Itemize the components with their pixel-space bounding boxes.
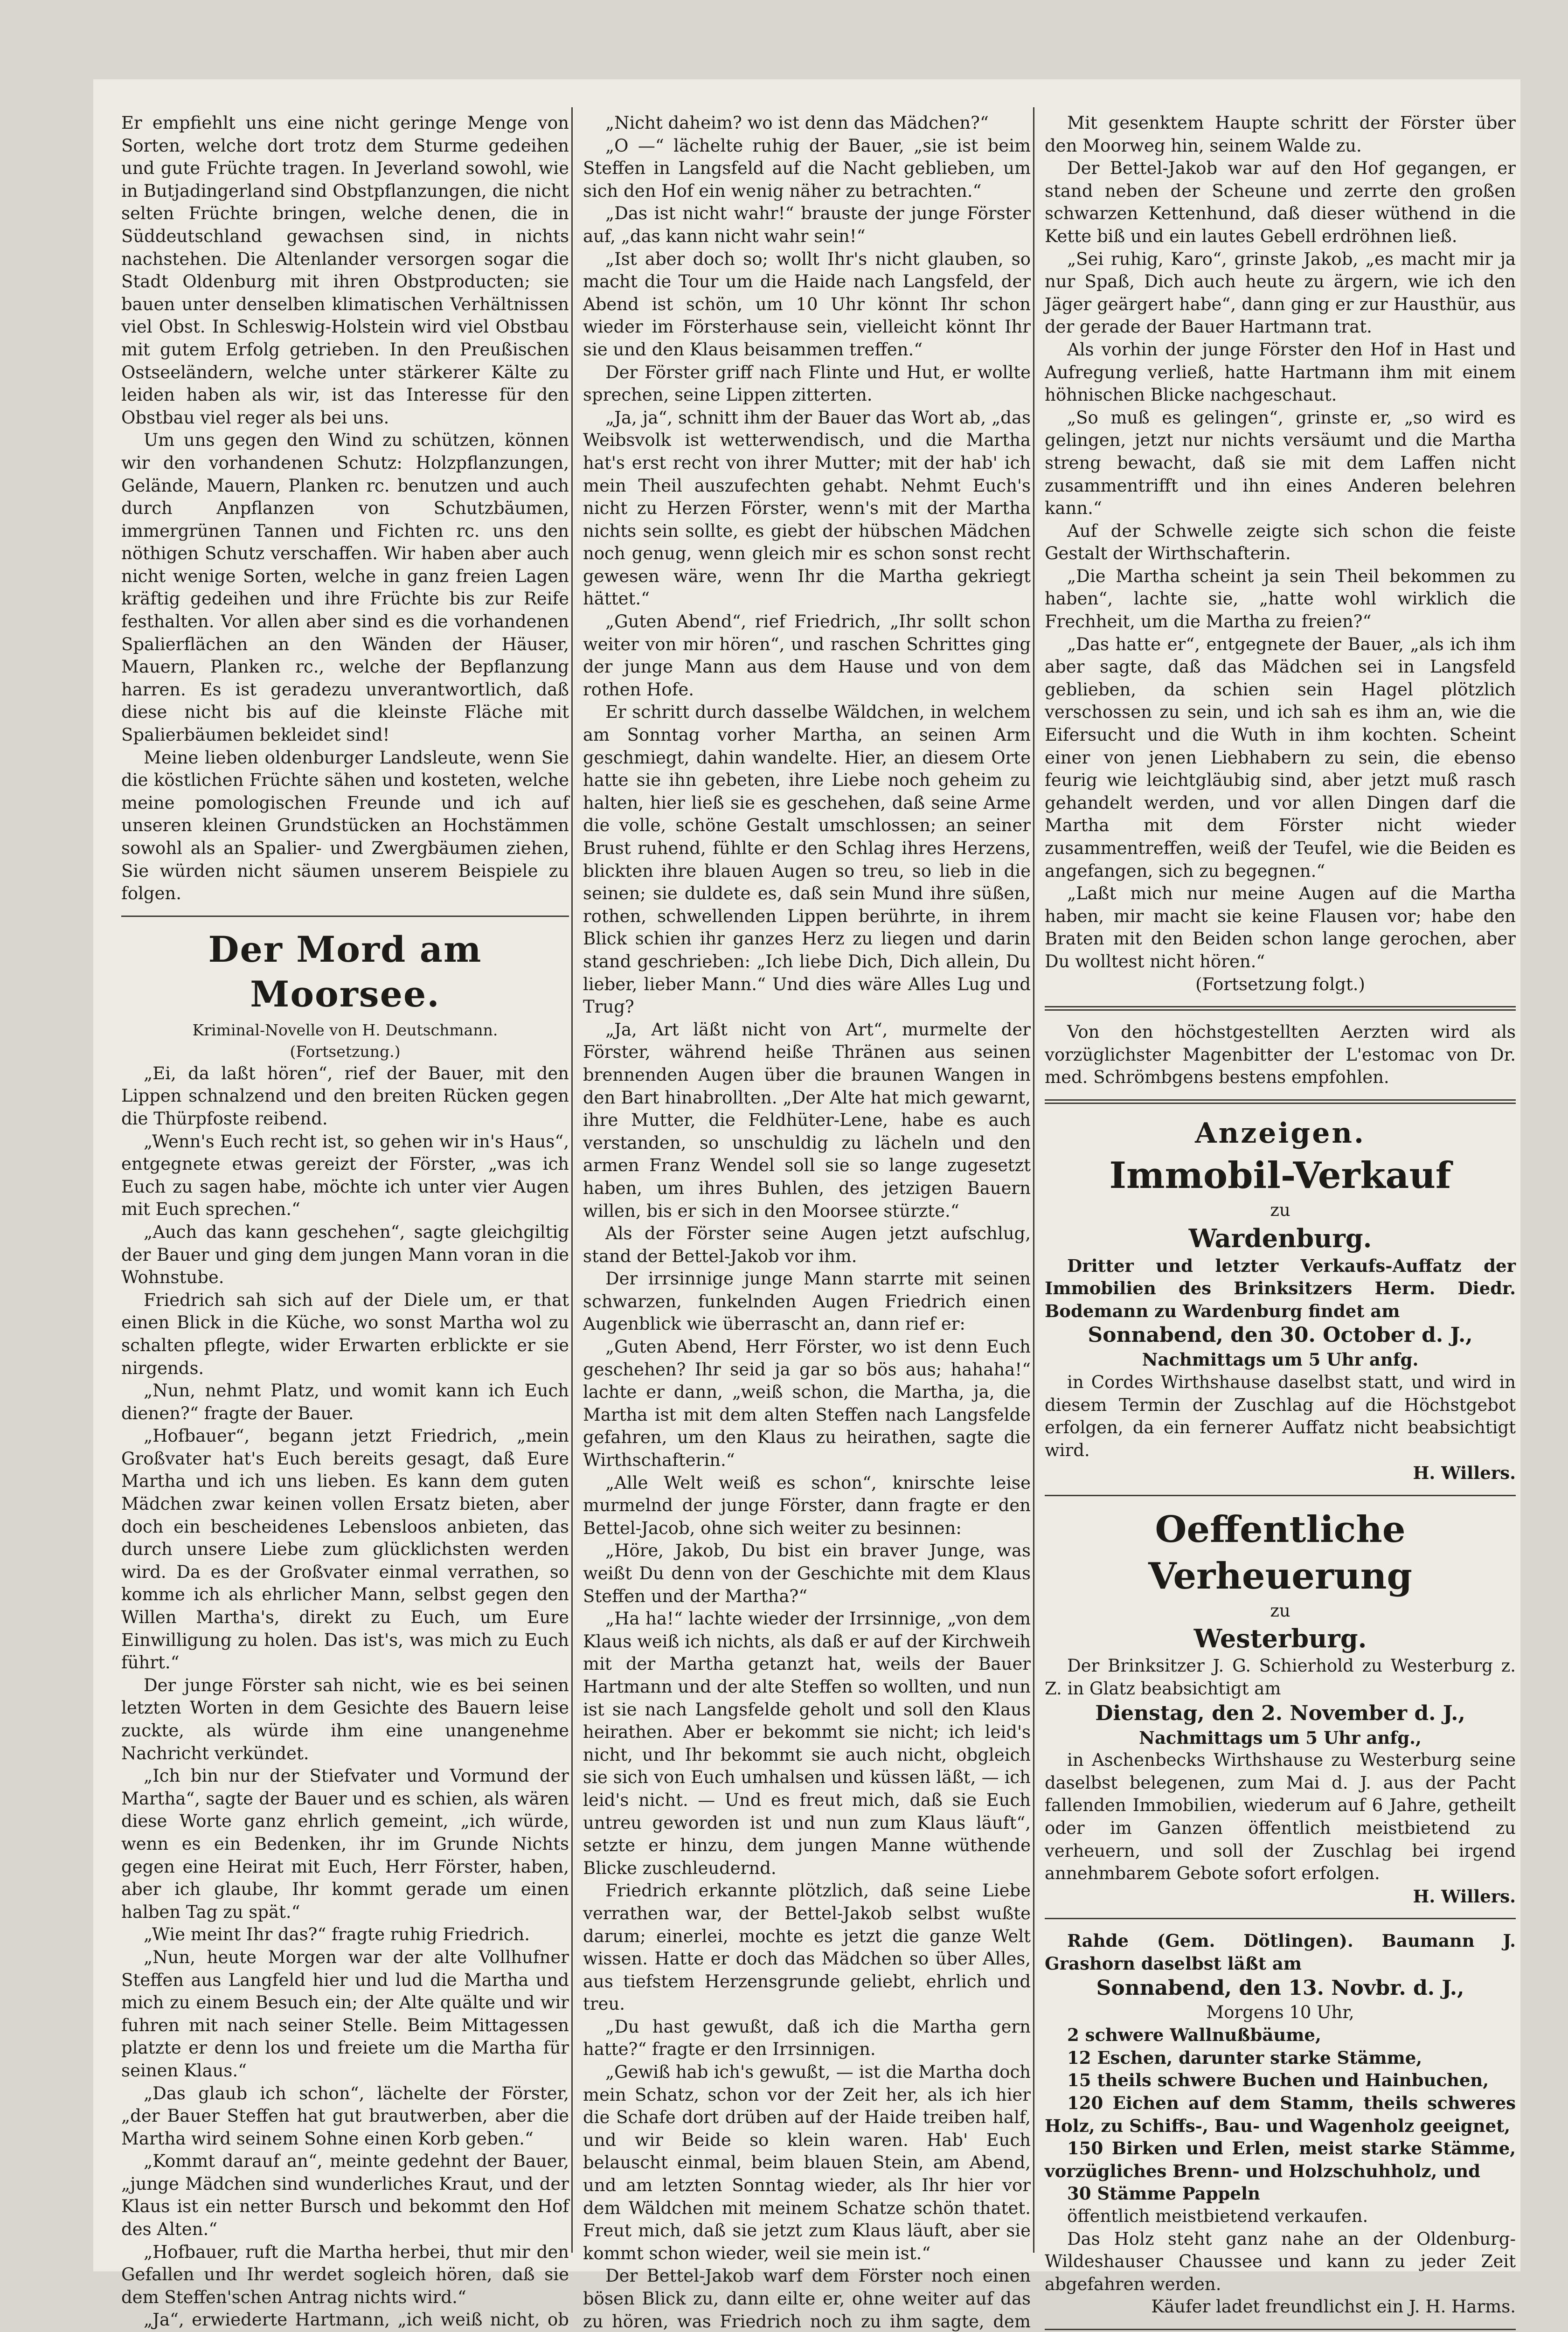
ads-heading: Anzeigen. xyxy=(1195,1117,1366,1150)
novel-paragraph: „Das ist nicht wahr!“ brauste der junge Förster auf, „das kann nicht wahr sein!“ xyxy=(583,203,1031,246)
ad-list-item: 12 Eschen, darunter starke Stämme, xyxy=(1067,2047,1422,2068)
novel-paragraph: „Hofbauer“, begann jetzt Friedrich, „mein Großvater hat's Euch bereits gesagt, daß Eure Martha und ich uns lieben. Es kann dem guten Mädchen zwar keinen vollen Ersatz bieten, aber doch ein bescheidenes Lebensloos anbieten, das durch unsere Liebe zum glücklichsten werden wird. Da es der Großvater einmal verrathen, so komme ich als ehrlicher Mann, selbst gegen den Willen Martha's, direkt zu Euch, um Eure Einwilligung zu holen. Das ist's, was mich zu Euch führt.“ xyxy=(121,1426,569,1673)
novel-paragraph: „Alle Welt weiß es schon“, knirschte leise murmelnd der junge Förster, dann fragte er den Bettel-Jacob, ohne sich weiter zu besinnen: xyxy=(583,1472,1031,1538)
ad-immobil-verkauf xyxy=(1045,1152,1516,1485)
ad-list-item: 30 Stämme Pappeln xyxy=(1067,2183,1260,2204)
novel-paragraph: Friedrich erkannte plötzlich, daß seine Liebe verrathen war, der Bettel-Jakob selbst wußte darum; einerlei, mochte es jetzt die ganze Welt wissen. Hatte er doch das Mädchen so über Alles, aus tiefstem Herzensgrunde geliebt, ehrlich und treu. xyxy=(583,1881,1031,2014)
orchard-paragraph: Um uns gegen den Wind zu schützen, können wir den vorhandenen Schutz: Holzpflanzungen, Gelände, Mauern, Planken rc. benutzen und auch durch Anpflanzen von Schutzbäumen, immergrünen Tannen und Fichten rc. uns den nöthigen Schutz verschaffen. Wir haben aber auch nicht wenige Sorten, welche in ganz freien Lagen kräftig gedeihen und ihre Früchte bis zur Reife festhalten. Vor allen aber sind es die vorhandenen Spalierflächen an den Wänden der Häuser, Mauern, Planken rc., welche der Bepflanzung harren. Es ist geradezu unverantwortlich, daß diese nicht bis auf die kleinste Fläche mit Spalierbäumen bekleidet sind! xyxy=(121,430,569,745)
novel-title: Der Mord am Moorsee. xyxy=(208,928,482,1015)
novel-paragraph: „Die Martha scheint ja sein Theil bekommen zu haben“, lachte sie, „hatte wohl wirklich die Frechheit, um die Martha zu freien?“ xyxy=(1045,566,1516,632)
ad-list-item: 2 schwere Wallnußbäume, xyxy=(1067,2025,1321,2046)
ad-time: Morgens 10 Uhr, xyxy=(1206,2002,1354,2022)
novel-paragraph: „Hofbauer, ruft die Martha herbei, thut mir den Gefallen und Ihr werdet sogleich hören, daß sie dem Steffen'schen Antrag nichts wird.“ xyxy=(121,2242,569,2307)
novel-paragraph: „Wenn's Euch recht ist, so gehen wir in's Haus“, entgegnete etwas gereizt der Förster, „was ich Euch zu sagen habe, möchte ich unter vier Augen mit Euch sprechen.“ xyxy=(121,1131,569,1220)
novel-paragraph: Als der Förster seine Augen jetzt aufschlug, stand der Bettel-Jakob vor ihm. xyxy=(583,1223,1031,1266)
ad-list-item: 15 theils schwere Buchen und Hainbuchen, xyxy=(1067,2070,1489,2091)
novel-paragraph: „Ja, ja“, schnitt ihm der Bauer das Wort ab, „das Weibsvolk ist wetterwendisch, und die Martha hat's erst recht von ihrer Mutter; mit der hab' ich mein Theil auszufechten gehabt. Nehmt Euch's nicht zu Herzen Förster, wenn's mit der Martha nichts sein sollte, es giebt der hübschen Mädchen noch genug, wenn gleich mir es schon sonst recht gewesen wäre, wenn Ihr die Martha gekriegt hättet.“ xyxy=(583,407,1031,609)
section-rule xyxy=(1045,2329,1516,2330)
novel-paragraph: Der Bettel-Jakob warf dem Förster noch einen bösen Blick zu, dann eilte er, ohne weiter auf das zu hören, was Friedrich noch zu ihm sagte, dem xyxy=(583,2266,1031,2332)
novel-paragraph: Er schritt durch dasselbe Wäldchen, in welchem am Sonntag vorher Martha, an seinen Arm geschmiegt, dahin wandelte. Hier, an diesem Orte hatte sie ihn gebeten, ihre Liebe noch geheim zu halten, hier ließ sie es geschehen, daß seine Arme die volle, schöne Gestalt umschlossen; an seiner Brust ruhend, fühlte er den Schlag ihres Herzens, blickten ihre blauen Augen so treu, so lieb in die seinen; sie duldete es, daß sein Mund ihre süßen, rothen, schwellenden Lippen berührte, in ihrem Blick schien ihr ganzes Herz zu liegen und darin stand geschrieben: „Ich liebe Dich, Dich allein, Du lieber, lieber Mann.“ Und dies wäre Alles Lug und Trug? xyxy=(583,702,1031,1017)
novel-paragraph: Als vorhin der junge Förster den Hof in Hast und Aufregung verließ, hatte Hartmann ihm mit einem höhnischen Blicke nachgeschaut. xyxy=(1045,339,1516,405)
novel-paragraph: Auf der Schwelle zeigte sich schon die feiste Gestalt der Wirthschafterin. xyxy=(1045,521,1516,564)
orchard-paragraph: Meine lieben oldenburger Landsleute, wenn Sie die köstlichen Früchte sähen und kosteten, welche meine pomologischen Freunde und ich auf unseren kleinen Grundstücken an Hochstämmen sowohl als an Spalier- und Zwergbäumen ziehen, Sie würden nicht säumen unserem Beispiele zu folgen. xyxy=(121,747,569,904)
novel-continued-label: (Fortsetzung.) xyxy=(290,1042,401,1061)
column-divider-left xyxy=(571,107,573,2253)
ad-verheuerung xyxy=(1045,1506,1516,1908)
ad-zu: zu xyxy=(1270,1600,1290,1621)
ad-list-item: 120 Eichen auf dem Stamm, theils schweres Holz, zu Schiffs-, Bau- und Wagenholz geeignet, xyxy=(1045,2092,1516,2136)
ad-text: Das Holz steht ganz nahe an der Oldenburg-Wildeshauser Chaussee und kann zu jeder Zeit abgefahren werden. xyxy=(1045,2228,1516,2294)
novel-paragraph: „Kommt darauf an“, meinte gedehnt der Bauer, „junge Mädchen sind wunderliches Kraut, und der Klaus ist ein netter Bursch und bekommt den Hof des Alten.“ xyxy=(121,2151,569,2240)
section-rule xyxy=(1045,1495,1516,1496)
ad-list-item: 150 Birken und Erlen, meist starke Stämme, vorzügliches Brenn- und Holzschuhholz, und xyxy=(1045,2138,1516,2181)
novel-paragraph: Der Bettel-Jakob war auf den Hof gegangen, er stand neben der Scheune und zerrte den großen schwarzen Kettenhund, daß dieser wüthend in die Kette biß und ein lautes Gebell erdröhnen ließ. xyxy=(1045,158,1516,246)
section-rule xyxy=(1045,1099,1516,1104)
section-rule xyxy=(1045,1006,1516,1011)
novel-paragraph: „Ha ha!“ lachte wieder der Irrsinnige, „von dem Klaus weiß ich nichts, als daß er auf der Kirchweih mit der Martha getanzt hat, weils der Bauer Hartmann und der alte Steffen so wollten, und nun ist sie nach Langsfelde geholt und soll den Klaus heirathen. Aber er bekommt sie nicht; ich leid's nicht, und Ihr bekommt sie auch nicht, obgleich sie sich von Euch umhalsen und küssen läßt, — ich leid's nicht. — Und es freut mich, daß sie Euch untreu geworden ist und nun zum Klaus läuft“, setzte er hinzu, dem jungen Manne wüthende Blicke zuschleudernd. xyxy=(583,1609,1031,1878)
orchard-paragraph: Er empfiehlt uns eine nicht geringe Menge von Sorten, welche dort trotz dem Sturme gedeihen und gute Früchte tragen. In Jeverland sowohl, wie in Butjadingerland sind Obstpflanzungen, die nicht selten Früchte bringen, welche denen, die in Süddeutschland gewachsen sind, in nichts nachstehen. Die Altenlander versorgen sogar die Stadt Oldenburg mit ihren Obstproducten; sie bauen unter denselben klimatischen Verhältnissen viel Obst. In Schleswig-Holstein wird viel Obstbau mit gutem Erfolg getrieben. In den Preußischen Ostseeländern, welche unter stärkerer Kälte zu leiden haben als wir, ist das Interesse für den Obstbau viel reger als bei uns. xyxy=(121,113,569,428)
novel-paragraph: „Höre, Jakob, Du bist ein braver Junge, was weißt Du denn von der Geschichte mit dem Klaus Steffen und der Martha?“ xyxy=(583,1541,1031,1606)
column-3 xyxy=(1045,112,1516,2317)
novel-paragraph: „Ja, Art läßt nicht von Art“, murmelte der Förster, während heiße Thränen aus seinen brennenden Augen über die braunen Wangen in den Bart hinabrollten. „Der Alte hat mich gewarnt, ihre Mutter, die Feldhüter-Lene, habe es auch verstanden, so unschuldig zu lächeln und den armen Franz Wendel soll sie so lange zugesetzt haben, um ihres Buhlen, des jetzigen Bauern willen, bis er sich in den Moorsee stürzte.“ xyxy=(583,1019,1031,1221)
novel-paragraph: „Ich bin nur der Stiefvater und Vormund der Martha“, sagte der Bauer und es schien, als wären diese Worte ganz ehrlich gemeint, „ich würde, wenn es ein Bedenken, ihr im Grunde Nichts gegen eine Heirat mit Euch, Herr Förster, haben, aber ich glaube, Ihr kommt gerade um einen halben Tag zu spät.“ xyxy=(121,1766,569,1922)
ad-text: Der Brinksitzer J. G. Schierhold zu Westerburg z. Z. in Glatz beabsichtigt am xyxy=(1045,1656,1516,1699)
novel-paragraph: „O —“ lächelte ruhig der Bauer, „sie ist beim Steffen in Langsfeld auf die Nacht geblieben, um sich den Hof ein wenig näher zu betrachten.“ xyxy=(583,135,1031,201)
ad-signature: Käufer ladet freundlichst ein J. H. Harms. xyxy=(1151,2297,1516,2317)
ad-date: Dienstag, den 2. November d. J., xyxy=(1095,1701,1465,1725)
novel-to-be-continued: (Fortsetzung folgt.) xyxy=(1195,974,1365,994)
newspaper-page xyxy=(93,79,1520,2332)
novel-paragraph: Der irrsinnige junge Mann starrte mit seinen schwarzen, funkelnden Augen Friedrich einen Augenblick wie überrascht an, dann rief er: xyxy=(583,1269,1031,1334)
novel-paragraph: „Wie meint Ihr das?“ fragte ruhig Friedrich. xyxy=(144,1924,530,1945)
novel-byline: Kriminal-Novelle von H. Deutschmann. xyxy=(192,1020,498,1039)
ad-text: Dritter und letzter Verkaufs-Auffatz der Immobilien des Brinksitzers Herm. Diedr. Bodemann zu Wardenburg findet am xyxy=(1045,1255,1516,1321)
section-rule xyxy=(121,916,569,917)
novel-paragraph: „Sei ruhig, Karo“, grinste Jakob, „es macht mir ja nur Spaß, Dich auch heute zu ärgern, wie ich den Jäger geärgert habe“, dann ging er zur Hausthür, aus der gerade der Bauer Hartmann trat. xyxy=(1045,249,1516,337)
novel-paragraph: Friedrich sah sich auf der Diele um, er that einen Blick in die Küche, wo sonst Martha wol zu schalten pflegte, wider Erwarten erblickte er sie nirgends. xyxy=(121,1290,569,1378)
ad-title: Immobil-Verkauf xyxy=(1109,1154,1451,1197)
novel-paragraph: „Ei, da laßt hören“, rief der Bauer, mit den Lippen schnalzend und den breiten Rücken gegen die Thürpfoste reibend. xyxy=(121,1063,569,1129)
novel-paragraph: Der Förster griff nach Flinte und Hut, er wollte sprechen, seine Lippen zitterten. xyxy=(583,362,1031,405)
novel-paragraph: Der junge Förster sah nicht, wie es bei seinen letzten Worten in dem Gesichte des Bauern leise zuckte, als würde ihm eine unangenehme Nachricht verkündet. xyxy=(121,1675,569,1763)
novel-paragraph: „Nicht daheim? wo ist denn das Mädchen?“ xyxy=(605,113,989,133)
ad-text: in Cordes Wirthshause daselbst statt, und wird in diesem Termin der Zuschlag auf die Höchstgebot erfolgen, da ein fernerer Auffatz nicht beabsichtigt wird. xyxy=(1045,1372,1516,1460)
novel-paragraph: „Ist aber doch so; wollt Ihr's nicht glauben, so macht die Tour um die Haide nach Langsfeld, der Abend ist schön, um 10 Uhr könnt Ihr schon wieder im Försterhause sein, vielleicht könnt Ihr sie und den Klaus beisammen treffen.“ xyxy=(583,249,1031,360)
novel-paragraph: „Nun, nehmt Platz, und womit kann ich Euch dienen?“ fragte der Bauer. xyxy=(121,1381,569,1423)
ad-text: Rahde (Gem. Dötlingen). Baumann J. Grashorn daselbst läßt am xyxy=(1045,1930,1516,1974)
column-1 xyxy=(121,112,569,2330)
ad-place: Westerburg. xyxy=(1193,1624,1367,1654)
novel-paragraph: „Du hast gewußt, daß ich die Martha gern hatte?“ fragte er den Irrsinnigen. xyxy=(583,2016,1031,2060)
section-rule xyxy=(1045,1918,1516,1919)
ad-title: Oeffentliche Verheuerung xyxy=(1148,1508,1412,1597)
ad-text: öffentlich meistbietend verkaufen. xyxy=(1067,2206,1368,2226)
novel-paragraph: Mit gesenktem Haupte schritt der Förster über den Moorweg hin, seinem Walde zu. xyxy=(1045,113,1516,156)
ad-holzverkauf xyxy=(1045,1929,1516,2318)
novel-paragraph: „Gewiß hab ich's gewußt, — ist die Martha doch mein Schatz, schon vor der Zeit her, als ich hier die Schafe dort drüben auf der Haide treiben half, und wir Beide so klein waren. Hab' Euch belauscht einmal, beim blauen Stein, am Abend, und am letzten Sonntag wieder, als Ihr hier vor dem Wäldchen mit meinem Schatze schön thatet. Freut mich, daß sie jetzt zum Klaus läuft, aber sie kommt schon wieder, weil sie mein ist.“ xyxy=(583,2062,1031,2263)
novel-paragraph: „Das glaub ich schon“, lächelte der Förster, „der Bauer Steffen hat gut brautwerben, aber die Martha wird seinem Sohne einen Korb geben.“ xyxy=(121,2083,569,2149)
ad-time: Nachmittags um 5 Uhr anfg. xyxy=(1142,1349,1419,1370)
ad-signature: H. Willers. xyxy=(1413,1886,1516,1907)
novel-paragraph: „Nun, heute Morgen war der alte Vollhufner Steffen aus Langfeld hier und lud die Martha und mich zu einem Besuch ein; der Alte quälte und wir fuhren mit nach seiner Stelle. Beim Mittagessen platzte er denn los und freiete um die Martha für seinen Klaus.“ xyxy=(121,1947,569,2081)
column-divider-right xyxy=(1033,107,1034,2253)
novel-paragraph: „Auch das kann geschehen“, sagte gleichgiltig der Bauer und ging dem jungen Mann voran in die Wohnstube. xyxy=(121,1222,569,1288)
novel-paragraph: „Guten Abend, Herr Förster, wo ist denn Euch geschehen? Ihr seid ja gar so bös aus; hahaha!“ lachte er dann, „weiß schon, die Martha, ja, die Martha ist mit dem alten Steffen nach Langsfelde gefahren, um den Klaus zu heirathen, sagte die Wirthschafterin.“ xyxy=(583,1337,1031,1471)
novel-paragraph: „So muß es gelingen“, grinste er, „so wird es gelingen, jetzt nur nichts versäumt und die Martha streng bewacht, daß sie mit dem Laffen nicht zusammentrifft und ihn eines Anderen belehren kann.“ xyxy=(1045,407,1516,519)
ad-time: Nachmittags um 5 Uhr anfg., xyxy=(1139,1727,1422,1748)
column-2 xyxy=(583,112,1031,2332)
notice-magenbitter: Von den höchstgestellten Aerzten wird als vorzüglichster Magenbitter der L'estomac von Dr. med. Schrömbgens bestens empfohlen. xyxy=(1045,1022,1516,1088)
ad-signature: H. Willers. xyxy=(1413,1463,1516,1484)
ad-zu: zu xyxy=(1270,1200,1290,1220)
novel-paragraph: „Guten Abend“, rief Friedrich, „Ihr sollt schon weiter von mir hören“, und raschen Schrittes ging der junge Mann aus dem Hause und von dem rothen Hofe. xyxy=(583,611,1031,700)
ad-date: Sonnabend, den 30. October d. J., xyxy=(1088,1323,1473,1347)
ad-place: Wardenburg. xyxy=(1188,1223,1372,1253)
novel-paragraph: „Ja“, erwiederte Hartmann, „ich weiß nicht, ob xyxy=(144,2310,569,2330)
novel-paragraph: „Das hatte er“, entgegnete der Bauer, „als ich ihm aber sagte, daß das Mädchen sei in Langsfeld geblieben, da schien sein Hagel plötzlich verschossen zu sein, und ich sah es ihm an, wie die Eifersucht und die Wuth in ihm kochten. Scheint einer von jenen Liebhabern zu sein, die ebenso feurig wie leichtgläubig sind, aber jetzt muß rasch gehandelt werden, und vor allen Dingen darf die Martha mit dem Förster nicht wieder zusammentreffen, weiß der Teufel, wie die Beiden es angefangen, sich zu begegnen.“ xyxy=(1045,634,1516,881)
ad-text: in Aschenbecks Wirthshause zu Westerburg seine daselbst belegenen, zum Mai d. J. aus der Pacht fallenden Immobilien, wiederum auf 6 Jahre, getheilt oder im Ganzen öffentlich meistbietend zu verheuern, und soll der Zuschlag bei irgend annehmbarem Gebote sofort erfolgen. xyxy=(1045,1750,1516,1884)
ad-date: Sonnabend, den 13. Novbr. d. J., xyxy=(1096,1976,1464,2000)
novel-paragraph: „Laßt mich nur meine Augen auf die Martha haben, mir macht sie keine Flausen vor; habe den Braten mit den Beiden schon lange gerochen, aber Du wolltest nicht hören.“ xyxy=(1045,883,1516,972)
